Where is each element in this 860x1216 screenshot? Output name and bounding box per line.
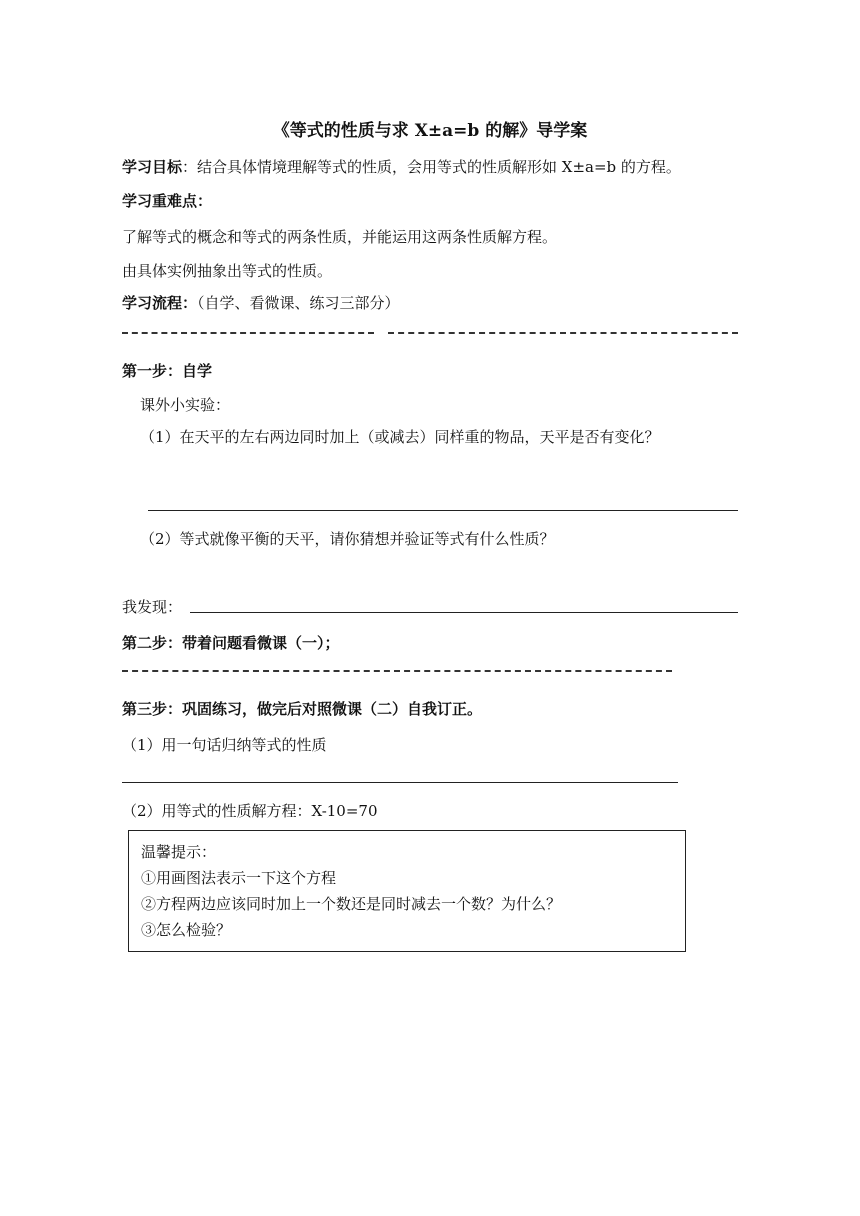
tips-heading: 温馨提示： bbox=[141, 843, 217, 861]
step1-sub: 课外小实验： bbox=[140, 396, 231, 414]
step3-heading: 第三步：巩固练习，做完后对照微课（二）自我订正。 bbox=[122, 700, 483, 718]
step3-question-1: （1）用一句话归纳等式的性质 bbox=[122, 736, 327, 754]
learning-goal-text: ：结合具体情境理解等式的性质，会用等式的性质解形如 X±a=b 的方程。 bbox=[182, 158, 681, 176]
step1-question-1: （1）在天平的左右两边同时加上（或减去）同样重的物品，天平是否有变化？ bbox=[140, 428, 660, 446]
difficulty-item-1: 了解等式的概念和等式的两条性质，并能运用这两条性质解方程。 bbox=[122, 228, 558, 246]
learning-goal-label: 学习目标 bbox=[122, 158, 183, 176]
step3-question-2: （2）用等式的性质解方程：X-10=70 bbox=[122, 802, 378, 820]
tip-item-1: ①用画图法表示一下这个方程 bbox=[141, 869, 337, 887]
dashed-separator-1a bbox=[122, 332, 374, 334]
difficulty-item-2: 由具体实例抽象出等式的性质。 bbox=[122, 262, 333, 280]
tip-item-3: ③怎么检验？ bbox=[141, 921, 232, 939]
learning-process bbox=[122, 292, 400, 313]
tips-box bbox=[128, 830, 686, 952]
found-label: 我发现： bbox=[122, 598, 183, 616]
answer-line-2[interactable] bbox=[122, 782, 678, 783]
difficulty-label: 学习重难点： bbox=[122, 192, 213, 210]
learning-goal bbox=[122, 156, 681, 177]
step1-question-2: （2）等式就像平衡的天平，请你猜想并验证等式有什么性质？ bbox=[140, 530, 555, 548]
learning-process-label: 学习流程： bbox=[122, 294, 198, 312]
page-title: 《等式的性质与求 X±a=b 的解》导学案 bbox=[272, 121, 588, 141]
step2-heading: 第二步：带着问题看微课（一）； bbox=[122, 634, 340, 652]
step1-heading: 第一步：自学 bbox=[122, 362, 213, 380]
answer-line-1[interactable] bbox=[148, 510, 738, 511]
tip-item-2: ②方程两边应该同时加上一个数还是同时减去一个数？为什么？ bbox=[141, 895, 562, 913]
learning-process-text: （自学、看微课、练习三部分） bbox=[197, 294, 400, 312]
answer-line-found[interactable] bbox=[190, 612, 738, 613]
dashed-separator-2 bbox=[122, 670, 672, 672]
dashed-separator-1b bbox=[388, 332, 738, 334]
